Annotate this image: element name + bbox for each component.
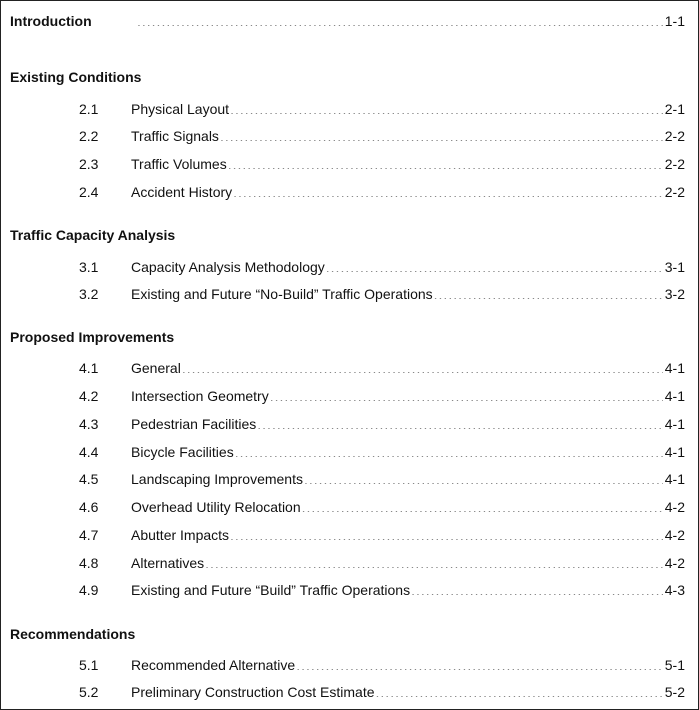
entry-label: Accident History [131,184,233,200]
section-heading [1,327,698,347]
toc-entry[interactable] [1,284,698,304]
entry-label: Pedestrian Facilities [131,416,257,432]
dot-leader [411,581,663,595]
entry-label: Physical Layout [131,101,230,117]
entry-label: Abutter Impacts [131,527,230,543]
page-number: 2-1 [664,101,685,117]
page-number: 2-2 [664,156,685,172]
dot-leader [220,127,663,141]
entry-line [131,580,685,600]
toc-entry[interactable] [1,442,698,462]
section-title: Proposed Improvements [10,329,175,345]
entry-line [131,358,685,378]
dot-leader [205,554,663,568]
entry-line [131,182,685,202]
entry-line [131,126,685,146]
dot-leader [270,387,663,401]
page-number: 4-1 [664,416,685,432]
toc-entry[interactable] [1,553,698,573]
entry-label: Traffic Signals [131,128,219,144]
dot-leader [302,498,663,512]
entry-label: Existing and Future “No-Build” Traffic Operations [131,286,433,302]
dot-leader [228,155,663,169]
page-number: 4-1 [664,388,685,404]
dot-leader [296,656,663,670]
entry-number: 3.1 [79,259,99,275]
toc-entry[interactable] [1,126,698,146]
entry-label: Landscaping Improvements [131,471,303,487]
entry-number: 4.2 [79,388,99,404]
page-number: 1-1 [664,13,685,29]
entry-number: 4.7 [79,527,99,543]
entry-line [131,682,685,702]
page-number: 4-3 [664,582,685,598]
toc-entry[interactable] [1,257,698,277]
entry-line [131,386,685,406]
section-heading [1,67,698,87]
entry-label: Traffic Volumes [131,156,227,172]
page-number: 4-1 [664,471,685,487]
introduction-entry [136,11,685,31]
toc-introduction-row[interactable] [1,11,698,31]
entry-label: General [131,360,181,376]
page-number: 3-1 [664,259,685,275]
entry-number: 2.3 [79,156,99,172]
entry-label: Preliminary Construction Cost Estimate [131,684,375,700]
entry-line [131,525,685,545]
toc-entry[interactable] [1,414,698,434]
entry-line [131,442,685,462]
toc-entry[interactable] [1,580,698,600]
toc-entry[interactable] [1,497,698,517]
entry-number: 4.5 [79,471,99,487]
entry-line [131,469,685,489]
page-number: 4-2 [664,555,685,571]
entry-label: Overhead Utility Relocation [131,499,301,515]
entry-line [131,414,685,434]
dot-leader [376,683,663,697]
dot-leader [304,470,663,484]
entry-number: 3.2 [79,286,99,302]
entry-number: 4.4 [79,444,99,460]
section-heading [1,225,698,245]
entry-line [131,553,685,573]
dot-leader [235,443,663,457]
entry-line [131,655,685,675]
entry-label: Recommended Alternative [131,657,296,673]
dot-leader [233,183,663,197]
page-number: 5-1 [664,657,685,673]
toc-entry[interactable] [1,386,698,406]
toc-entry[interactable] [1,182,698,202]
entry-line [131,154,685,174]
entry-number: 5.1 [79,657,99,673]
section-title: Recommendations [10,626,136,642]
entry-number: 4.9 [79,582,99,598]
introduction-title: Introduction [10,13,92,29]
dot-leader [230,100,663,114]
entry-number: 5.2 [79,684,99,700]
entry-line [131,497,685,517]
page-number: 4-2 [664,527,685,543]
page-number: 4-2 [664,499,685,515]
entry-number: 4.3 [79,416,99,432]
entry-number: 2.4 [79,184,99,200]
dot-leader [230,526,663,540]
dot-leader [434,285,663,299]
toc-entry[interactable] [1,655,698,675]
page-number: 3-2 [664,286,685,302]
section-heading [1,624,698,644]
toc-entry[interactable] [1,154,698,174]
page-number: 4-1 [664,444,685,460]
entry-number: 4.8 [79,555,99,571]
entry-number: 2.1 [79,101,99,117]
page-number: 4-1 [664,360,685,376]
dot-leader [182,359,663,373]
page-number: 2-2 [664,128,685,144]
entry-label: Alternatives [131,555,205,571]
entry-line [131,99,685,119]
page-number: 2-2 [664,184,685,200]
dot-leader [257,415,662,429]
entry-line [131,257,685,277]
toc-entry[interactable] [1,358,698,378]
toc-entry[interactable] [1,525,698,545]
section-title: Traffic Capacity Analysis [10,227,176,243]
dot-leader [326,258,663,272]
entry-label: Bicycle Facilities [131,444,234,460]
entry-label: Intersection Geometry [131,388,269,404]
entry-line [131,284,685,304]
entry-number: 2.2 [79,128,99,144]
toc-entry[interactable] [1,99,698,119]
toc-entry[interactable] [1,469,698,489]
section-title: Existing Conditions [10,69,142,85]
toc-entry[interactable] [1,682,698,702]
entry-label: Capacity Analysis Methodology [131,259,325,275]
entry-label: Existing and Future “Build” Traffic Operations [131,582,411,598]
page-number: 5-2 [664,684,685,700]
dot-leader [137,12,663,26]
entry-number: 4.1 [79,360,99,376]
entry-number: 4.6 [79,499,99,515]
